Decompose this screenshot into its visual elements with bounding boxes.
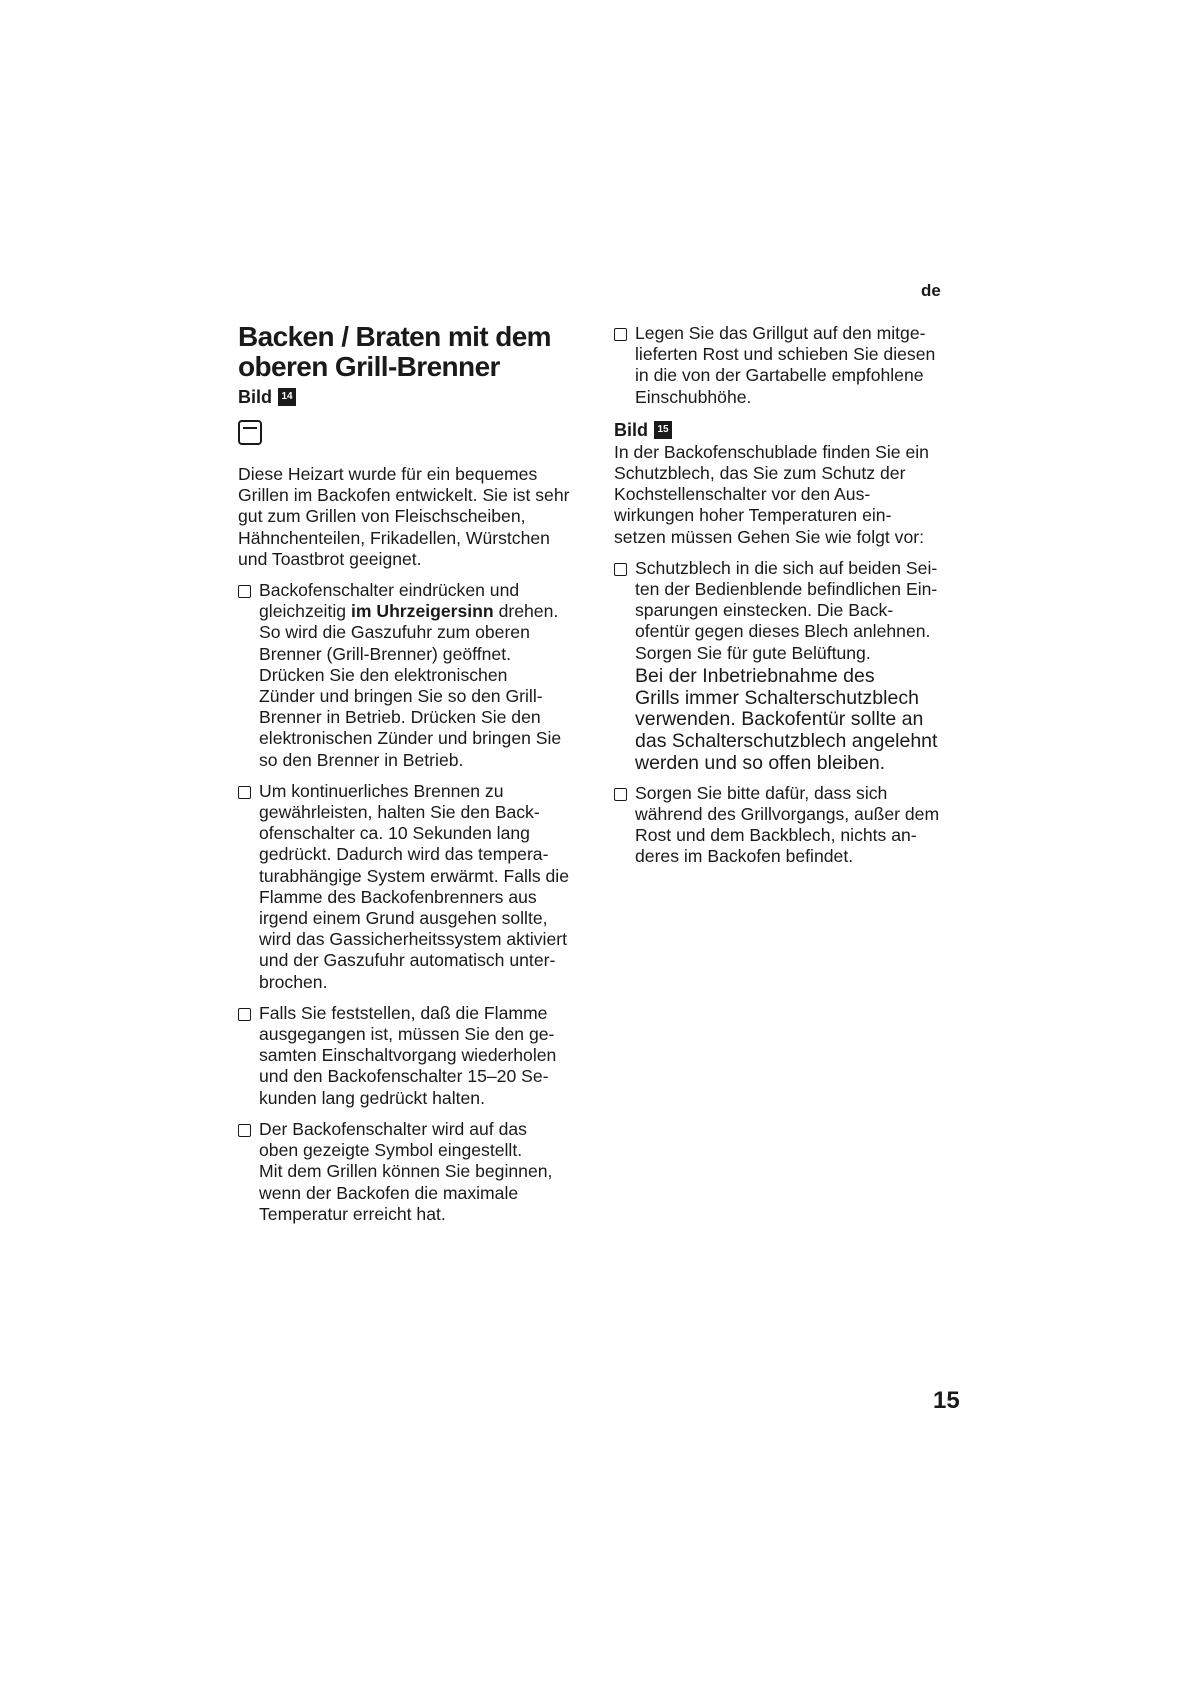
note-line: Bei der Inbetriebnahme des — [635, 664, 875, 687]
text-line: ausgegangen ist, müssen Sie den ge- — [259, 1024, 555, 1045]
list-item — [614, 323, 966, 408]
text-line: Kochstellenschalter vor den Aus- — [614, 484, 871, 505]
text-line: wenn der Backofen die maximale — [259, 1182, 519, 1203]
text-line: während des Grillvorgangs, außer dem — [635, 804, 940, 825]
text-line: Einschubhöhe. — [635, 386, 752, 407]
emphasis-text: im Uhrzeigersinn — [350, 601, 494, 622]
text-line: Mit dem Grillen können Sie beginnen, — [259, 1161, 553, 1182]
page-number: 15 — [933, 1387, 960, 1414]
list-item — [238, 781, 610, 993]
list-item-text — [259, 1003, 610, 1109]
checkbox-bullet-icon — [238, 1008, 251, 1021]
list-item-text — [635, 783, 966, 868]
text-line: Diese Heizart wurde für ein bequemes — [238, 464, 538, 484]
text-line: Schutzblech in die sich auf beiden Sei- — [635, 557, 938, 578]
text-line: samten Einschaltvorgang wiederholen — [259, 1045, 557, 1066]
text-line: ofentür gegen dieses Blech anlehnen. — [635, 621, 931, 642]
intro-paragraph — [238, 464, 610, 570]
note-line: das Schalterschutzblech angelehnt — [635, 730, 938, 753]
text-line: und Toastbrot geeignet. — [238, 548, 422, 569]
text-line: Sorgen Sie für gute Belüftung. — [635, 642, 871, 663]
section-title — [238, 322, 610, 382]
checkbox-bullet-icon — [614, 788, 627, 801]
left-column — [238, 322, 610, 1225]
info-paragraph — [614, 442, 966, 548]
text-line: Sorgen Sie bitte dafür, dass sich — [635, 782, 888, 803]
right-column — [614, 323, 966, 868]
checkbox-bullet-icon — [238, 585, 251, 598]
checkbox-bullet-icon — [238, 1124, 251, 1137]
list-item-text — [259, 580, 610, 771]
checkbox-bullet-icon — [614, 328, 627, 341]
text-line: ten der Bedienblende befindlichen Ein- — [635, 579, 938, 600]
list-item-text — [635, 558, 966, 775]
text-line: und den Backofenschalter 15–20 Se- — [259, 1066, 549, 1087]
title-line: oberen Grill-Brenner — [238, 351, 500, 382]
figure-label: Bild — [238, 387, 272, 407]
figure-number-badge: 14 — [278, 388, 296, 406]
safety-note — [635, 666, 966, 775]
list-item — [238, 1003, 610, 1109]
text-line: ofenschalter ca. 10 Sekunden lang — [259, 823, 530, 844]
top-grill-heating-icon — [238, 420, 262, 445]
text-line: Temperatur erreicht hat. — [259, 1203, 446, 1224]
figure-ref — [614, 419, 966, 441]
text-line: Hähnchenteilen, Frikadellen, Würstchen — [238, 527, 550, 548]
text-line: deres im Backofen befindet. — [635, 846, 854, 867]
figure-label: Bild — [614, 419, 648, 440]
text-line: Brenner in Betrieb. Drücken Sie den — [259, 707, 541, 728]
text-line: oben gezeigte Symbol eingestellt. — [259, 1140, 523, 1161]
text-line: kunden lang gedrückt halten. — [259, 1087, 485, 1108]
text-line: Schutzblech, das Sie zum Schutz der — [614, 463, 906, 484]
list-item-text — [259, 781, 610, 993]
text-line: Um kontinuerliches Brennen zu — [259, 780, 504, 801]
text-line: Zünder und bringen Sie so den Grill- — [259, 686, 543, 707]
text-line: turabhängige System erwärmt. Falls die — [259, 865, 569, 886]
text-line — [259, 601, 610, 622]
text-line: Rost und dem Backblech, nichts an- — [635, 825, 917, 846]
text-line: gut zum Grillen von Fleischscheiben, — [238, 506, 526, 527]
checkbox-bullet-icon — [238, 786, 251, 799]
list-item-text — [635, 323, 966, 408]
text-line: Brenner (Grill-Brenner) geöffnet. — [259, 643, 511, 664]
list-item — [614, 783, 966, 868]
checkbox-bullet-icon — [614, 563, 627, 576]
text-fragment: drehen. — [493, 601, 559, 622]
text-line: gewährleisten, halten Sie den Back- — [259, 802, 540, 823]
text-line: setzen müssen Gehen Sie wie folgt vor: — [614, 526, 925, 547]
text-line: lieferten Rost und schieben Sie diesen — [635, 344, 936, 365]
note-line: Grills immer Schalterschutzblech — [635, 686, 919, 709]
text-line: Falls Sie feststellen, daß die Flamme — [259, 1002, 548, 1023]
text-fragment: gleichzeitig — [259, 601, 351, 622]
text-line: So wird die Gaszufuhr zum oberen — [259, 622, 530, 643]
text-line: wirkungen hoher Temperaturen ein- — [614, 505, 892, 526]
list-item — [238, 1119, 610, 1225]
text-line: Grillen im Backofen entwickelt. Sie ist sehr — [238, 485, 570, 506]
text-line: in die von der Gartabelle empfohlene — [635, 365, 924, 386]
text-line: so den Brenner in Betrieb. — [259, 749, 464, 770]
text-line: Drücken Sie den elektronischen — [259, 664, 508, 685]
note-line: werden und so offen bleiben. — [635, 752, 886, 775]
figure-ref — [238, 386, 610, 408]
text-line: brochen. — [259, 971, 328, 992]
text-line: Legen Sie das Grillgut auf den mitge- — [635, 323, 926, 343]
text-line: Backofenschalter eindrücken und — [259, 580, 520, 601]
text-line: Flamme des Backofenbrenners aus — [259, 886, 537, 907]
text-line: Der Backofenschalter wird auf das — [259, 1118, 527, 1139]
text-line: wird das Gassicherheitssystem aktiviert — [259, 929, 567, 950]
text-line: irgend einem Grund ausgehen sollte, — [259, 908, 548, 929]
list-item — [238, 580, 610, 771]
text-line: gedrückt. Dadurch wird das tempera- — [259, 844, 549, 865]
text-line: elektronischen Zünder und bringen Sie — [259, 728, 562, 749]
figure-number-badge: 15 — [654, 421, 672, 439]
list-item — [614, 558, 966, 775]
note-line: verwenden. Backofentür sollte an — [635, 708, 924, 731]
title-line: Backen / Braten mit dem — [238, 321, 551, 352]
text-line: In der Backofenschublade finden Sie ein — [614, 441, 929, 462]
text-line: sparungen einstecken. Die Back- — [635, 600, 894, 621]
list-item-text — [259, 1119, 610, 1225]
language-code: de — [921, 281, 941, 300]
text-line: und der Gaszufuhr automatisch unter- — [259, 950, 556, 971]
